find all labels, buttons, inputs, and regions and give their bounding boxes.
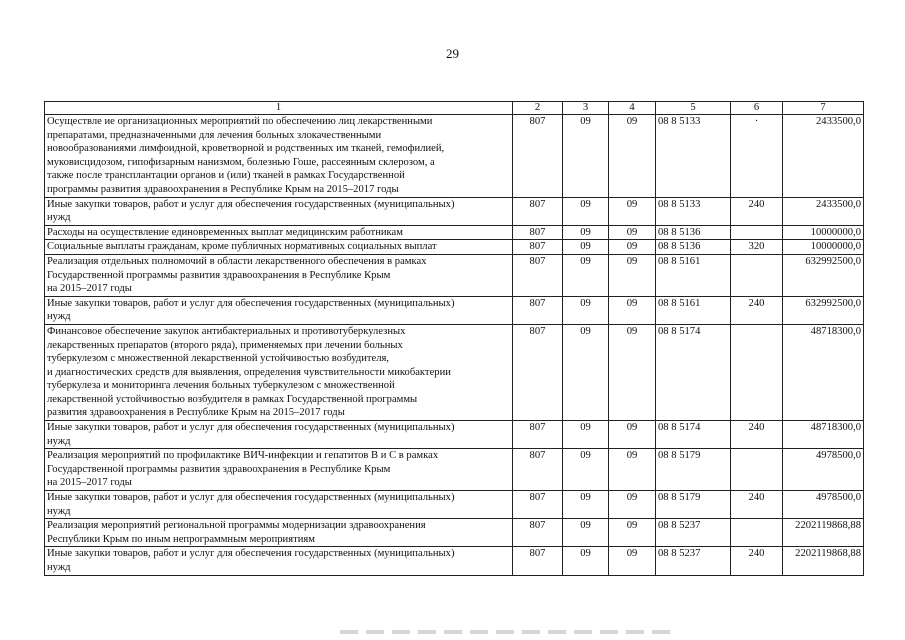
item-name-cell [45, 296, 513, 324]
target-article-cell: 08 8 5161 [656, 296, 731, 324]
table-row [45, 197, 864, 225]
expense-type-cell: 240 [731, 296, 783, 324]
table-row [45, 296, 864, 324]
table-row [45, 449, 864, 491]
item-name-cell [45, 449, 513, 491]
item-name-line: на 2015–2017 годы [47, 477, 132, 489]
subsection-code-cell: 09 [609, 324, 656, 420]
target-article-cell: 08 8 5174 [656, 324, 731, 420]
item-name-line: Осуществле ие организационных мероприятий по обеспечению лиц лекарственными [47, 116, 433, 127]
department-code-cell: 807 [513, 421, 563, 449]
item-name-line: также после трансплантации органов и (или) тканей в рамках Государственной [47, 170, 405, 182]
expense-type-cell [731, 225, 783, 240]
department-code-cell: 807 [513, 449, 563, 491]
amount-cell: 632992500,0 [783, 296, 864, 324]
item-name-cell [45, 324, 513, 420]
subsection-code-cell: 09 [609, 491, 656, 519]
item-name-line: нужд [47, 212, 71, 224]
expense-type-cell [731, 519, 783, 547]
item-name-line: Расходы на осуществление единовременных выплат медицинским работникам [47, 226, 403, 238]
section-code-cell: 09 [563, 324, 609, 420]
amount-cell: 48718300,0 [783, 421, 864, 449]
table-row [45, 225, 864, 240]
section-code-cell: 09 [563, 421, 609, 449]
item-name-line: Реализация мероприятий региональной программы модернизации здравоохранения [47, 520, 426, 532]
target-article-cell: 08 8 5133 [656, 115, 731, 198]
item-name-line: Иные закупки товаров, работ и услуг для обеспечения государственных (муниципальных) [47, 198, 455, 210]
item-name-cell [45, 421, 513, 449]
item-name-line: Иные закупки товаров, работ и услуг для обеспечения государственных (муниципальных) [47, 297, 455, 309]
item-name-line: лекарственных препаратов (второго ряда), применяемых при лечении больных [47, 339, 403, 351]
item-name-line: Республики Крым по иным непрограммным мероприятиям [47, 533, 315, 545]
item-name-line: нужд [47, 562, 71, 573]
expense-type-cell [731, 324, 783, 420]
subsection-code-cell: 09 [609, 225, 656, 240]
amount-cell: 632992500,0 [783, 254, 864, 296]
item-name-line: нужд [47, 505, 71, 517]
amount-cell: 2433500,0 [783, 115, 864, 198]
expense-type-cell: 240 [731, 197, 783, 225]
item-name-line: Иные закупки товаров, работ и услуг для обеспечения государственных (муниципальных) [47, 422, 455, 434]
item-name-line: Государственной программы развития здравоохранения в Республике Крым [47, 463, 391, 475]
item-name-line: и диагностических средств для выявления, определения чувствительности микобактерии [47, 366, 451, 378]
table-row [45, 491, 864, 519]
item-name-cell [45, 240, 513, 255]
expense-type-cell [731, 254, 783, 296]
item-name-cell [45, 519, 513, 547]
department-code-cell: 807 [513, 240, 563, 255]
target-article-cell: 08 8 5237 [656, 519, 731, 547]
subsection-code-cell: 09 [609, 115, 656, 198]
target-article-cell: 08 8 5136 [656, 225, 731, 240]
item-name-line: муковисцидозом, гипофизарным нанизмом, болезнью Гоше, рассеянным склерозом, а [47, 156, 435, 168]
subsection-code-cell: 09 [609, 519, 656, 547]
target-article-cell: 08 8 5179 [656, 491, 731, 519]
expense-type-cell: 240 [731, 491, 783, 519]
subsection-code-cell: 09 [609, 240, 656, 255]
item-name-cell [45, 225, 513, 240]
department-code-cell: 807 [513, 296, 563, 324]
subsection-code-cell: 09 [609, 296, 656, 324]
target-article-cell: 08 8 5136 [656, 240, 731, 255]
department-code-cell: 807 [513, 197, 563, 225]
expense-type-cell: 240 [731, 421, 783, 449]
item-name-line: нужд [47, 435, 71, 447]
department-code-cell: 807 [513, 254, 563, 296]
item-name-line: программы развития здравоохранения в Республике Крым на 2015–2017 годы [47, 183, 399, 195]
item-name-line: туберкулеза и мониторинга лечения больных туберкулезом с множественной [47, 380, 395, 392]
section-code-cell: 09 [563, 197, 609, 225]
header-cell: 5 [656, 102, 731, 115]
header-cell: 4 [609, 102, 656, 115]
table-row [45, 519, 864, 547]
subsection-code-cell: 09 [609, 197, 656, 225]
header-row [45, 102, 864, 115]
target-article-cell: 08 8 5174 [656, 421, 731, 449]
expense-type-cell: 320 [731, 240, 783, 255]
item-name-line: Государственной программы развития здравоохранения в Республике Крым [47, 269, 391, 281]
section-code-cell: 09 [563, 240, 609, 255]
table-row [45, 547, 864, 575]
table-row [45, 254, 864, 296]
subsection-code-cell: 09 [609, 421, 656, 449]
item-name-cell [45, 491, 513, 519]
item-name-line: Иные закупки товаров, работ и услуг для обеспечения государственных (муниципальных) [47, 548, 455, 560]
table-body [45, 115, 864, 576]
section-code-cell: 09 [563, 449, 609, 491]
item-name-cell [45, 115, 513, 198]
item-name-line: Финансовое обеспечение закупок антибактериальных и противотуберкулезных [47, 325, 406, 337]
subsection-code-cell: 09 [609, 547, 656, 575]
amount-cell: 10000000,0 [783, 225, 864, 240]
target-article-cell: 08 8 5133 [656, 197, 731, 225]
header-cell: 7 [783, 102, 864, 115]
item-name-line: на 2015–2017 годы [47, 283, 132, 295]
amount-cell: 2202119868,88 [783, 547, 864, 575]
target-article-cell: 08 8 5161 [656, 254, 731, 296]
section-code-cell: 09 [563, 115, 609, 198]
item-name-line: препаратами, предназначенными для лечения больных злокачественными [47, 129, 382, 141]
item-name-line: туберкулезом с множественной лекарственной устойчивостью возбудителя, [47, 353, 390, 365]
expense-type-cell [731, 449, 783, 491]
header-cell: 3 [563, 102, 609, 115]
department-code-cell: 807 [513, 491, 563, 519]
amount-cell: 48718300,0 [783, 324, 864, 420]
item-name-line: нужд [47, 311, 71, 323]
section-code-cell: 09 [563, 225, 609, 240]
item-name-line: Реализация отдельных полномочий в области лекарственного обеспечения в рамках [47, 255, 427, 267]
item-name-line: Реализация мероприятий по профилактике ВИЧ-инфекции и гепатитов В и С в рамках [47, 450, 439, 462]
subsection-code-cell: 09 [609, 254, 656, 296]
item-name-line: новообразованиями лимфоидной, кроветворной и родственных им тканей, гемофилией, [47, 143, 445, 155]
department-code-cell: 807 [513, 225, 563, 240]
table-row [45, 324, 864, 420]
section-code-cell: 09 [563, 519, 609, 547]
table-row [45, 421, 864, 449]
table-row [45, 240, 864, 255]
amount-cell: 2433500,0 [783, 197, 864, 225]
section-code-cell: 09 [563, 491, 609, 519]
table-row [45, 115, 864, 198]
budget-table [44, 101, 864, 576]
amount-cell: 2202119868,88 [783, 519, 864, 547]
item-name-cell [45, 547, 513, 575]
target-article-cell: 08 8 5179 [656, 449, 731, 491]
item-name-line: Иные закупки товаров, работ и услуг для обеспечения государственных (муниципальных) [47, 492, 455, 504]
expense-type-cell: 240 [731, 547, 783, 575]
header-cell: 6 [731, 102, 783, 115]
target-article-cell: 08 8 5237 [656, 547, 731, 575]
department-code-cell: 807 [513, 547, 563, 575]
item-name-line: развития здравоохранения в Республике Крым на 2015–2017 годы [47, 407, 345, 419]
section-code-cell: 09 [563, 547, 609, 575]
department-code-cell: 807 [513, 115, 563, 198]
item-name-cell [45, 254, 513, 296]
department-code-cell: 807 [513, 324, 563, 420]
footer-scan-artifact [340, 630, 670, 634]
department-code-cell: 807 [513, 519, 563, 547]
item-name-line: Социальные выплаты гражданам, кроме публичных нормативных социальных выплат [47, 241, 437, 253]
section-code-cell: 09 [563, 296, 609, 324]
expense-type-cell: · [731, 115, 783, 198]
amount-cell: 4978500,0 [783, 491, 864, 519]
item-name-line: лекарственной устойчивостью возбудителя в рамках Государственной программы [47, 393, 418, 405]
section-code-cell: 09 [563, 254, 609, 296]
amount-cell: 10000000,0 [783, 240, 864, 255]
amount-cell: 4978500,0 [783, 449, 864, 491]
header-cell: 2 [513, 102, 563, 115]
subsection-code-cell: 09 [609, 449, 656, 491]
page-number: 29 [446, 46, 459, 61]
header-cell: 1 [45, 102, 513, 115]
item-name-cell [45, 197, 513, 225]
